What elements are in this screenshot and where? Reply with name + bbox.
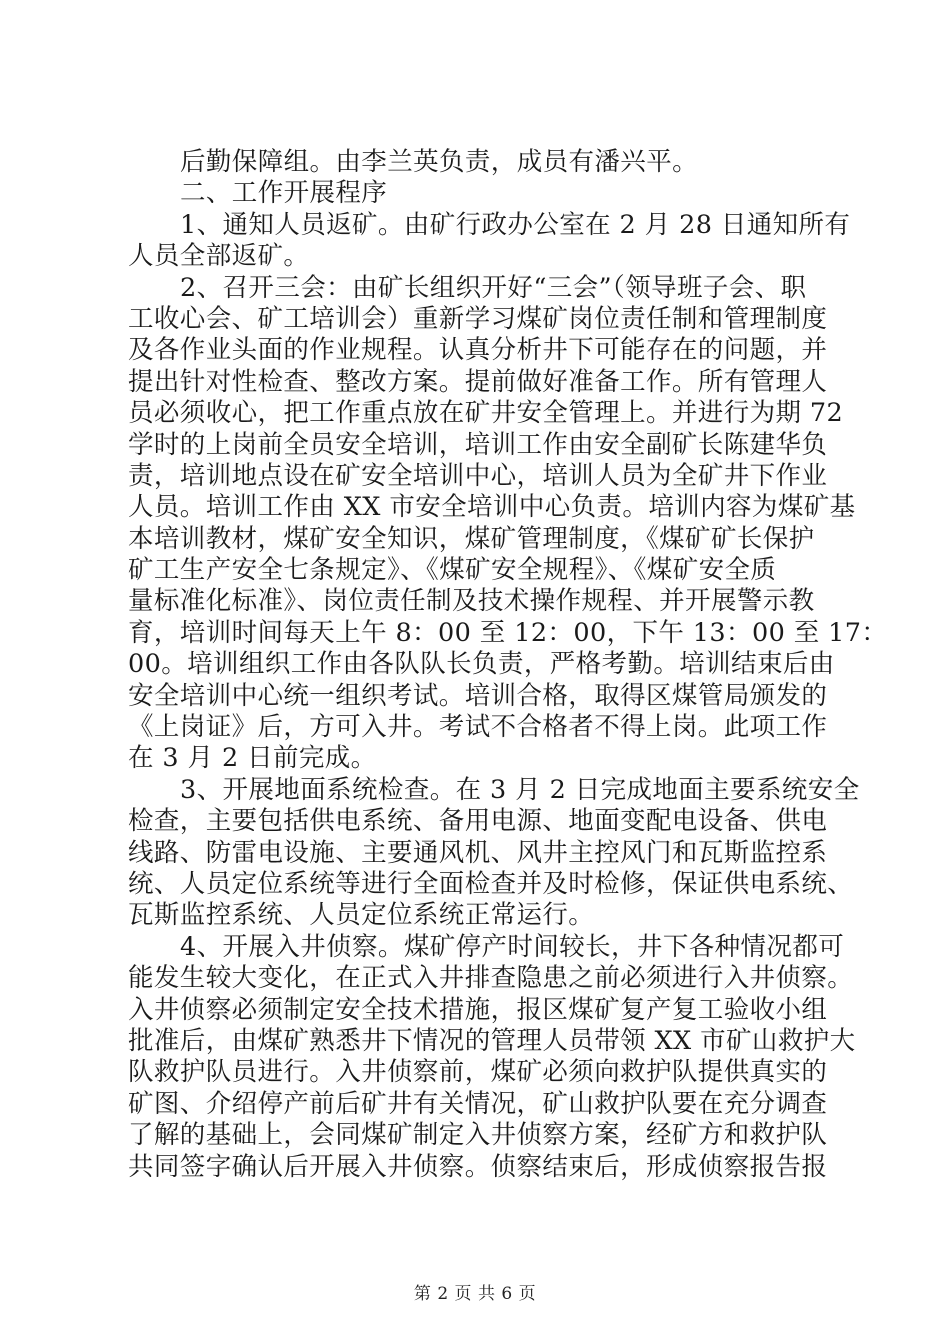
- section-heading: 二、工作开展程序: [180, 178, 388, 209]
- text-line: 责，培训地点设在矿安全培训中心，培训人员为全矿井下作业: [128, 460, 828, 491]
- text-line: 线路、防雷电设施、主要通风机、风井主控风门和瓦斯监控系: [128, 837, 828, 868]
- text-line: 队救护队员进行。入井侦察前，煤矿必须向救护队提供真实的: [128, 1057, 828, 1088]
- text-line: 矿工生产安全七条规定》、《煤矿安全规程》、《煤矿安全质: [128, 555, 777, 586]
- text-line: 本培训教材，煤矿安全知识，煤矿管理制度，《煤矿矿长保护: [128, 523, 815, 554]
- text-line: 在 3 月 2 日前完成。: [128, 743, 377, 774]
- text-line: 4、开展入井侦察。煤矿停产时间较长，井下各种情况都可: [180, 931, 845, 962]
- text-line: 提出针对性检查、整改方案。提前做好准备工作。所有管理人: [128, 366, 828, 397]
- text-line: 《上岗证》后，方可入井。考试不合格者不得上岗。此项工作: [128, 712, 828, 743]
- text-line: 员必须收心，把工作重点放在矿井安全管理上。并进行为期 72: [128, 398, 844, 429]
- text-line: 3、开展地面系统检查。在 3 月 2 日完成地面主要系统安全: [180, 774, 860, 805]
- text-line: 学时的上岗前全员安全培训，培训工作由安全副矿长陈建华负: [128, 429, 828, 460]
- text-line: 批准后，由煤矿熟悉井下情况的管理人员带领 XX 市矿山救护大: [128, 1025, 856, 1056]
- text-line: 后勤保障组。由李兰英负责，成员有潘兴平。: [180, 147, 699, 177]
- text-line: 00。培训组织工作由各队队长负责，严格考勤。培训结束后由: [128, 649, 835, 680]
- text-line: 量标准化标准》、岗位责任制及技术操作规程、并开展警示教: [128, 586, 815, 617]
- text-line: 共同签字确认后开展入井侦察。侦察结束后，形成侦察报告报: [128, 1151, 828, 1182]
- text-line: 人员全部返矿。: [128, 241, 310, 272]
- text-line: 人员。培训工作由 XX 市安全培训中心负责。培训内容为煤矿基: [128, 492, 856, 523]
- text-line: 矿图、介绍停产前后矿井有关情况，矿山救护队要在充分调查: [128, 1088, 828, 1119]
- text-line: 能发生较大变化，在正式入井排查隐患之前必须进行入井侦察。: [128, 963, 854, 994]
- text-line: 入井侦察必须制定安全技术措施，报区煤矿复产复工验收小组: [128, 994, 828, 1025]
- text-line: 及各作业头面的作业规程。认真分析井下可能存在的问题，并: [128, 335, 828, 366]
- text-line: 安全培训中心统一组织考试。培训合格，取得区煤管局颁发的: [128, 680, 828, 711]
- text-line: 瓦斯监控系统、人员定位系统正常运行。: [128, 900, 595, 931]
- document-body: [128, 147, 888, 1183]
- page-number-footer: 第 2 页 共 6 页: [413, 1284, 537, 1304]
- text-line: 2、召开三会：由矿长组织开好“三会”（领导班子会、职: [180, 272, 807, 303]
- text-line: 育，培训时间每天上午 8：00 至 12：00，下午 13：00 至 17：: [128, 617, 888, 648]
- text-line: 检查，主要包括供电系统、备用电源、地面变配电设备、供电: [128, 806, 828, 837]
- text-line: 工收心会、矿工培训会）重新学习煤矿岗位责任制和管理制度: [128, 303, 828, 334]
- text-line: 统、人员定位系统等进行全面检查并及时检修，保证供电系统、: [128, 868, 854, 899]
- text-line: 了解的基础上，会同煤矿制定入井侦察方案，经矿方和救护队: [128, 1120, 828, 1151]
- text-line: 1、通知人员返矿。由矿行政办公室在 2 月 28 日通知所有: [180, 209, 851, 240]
